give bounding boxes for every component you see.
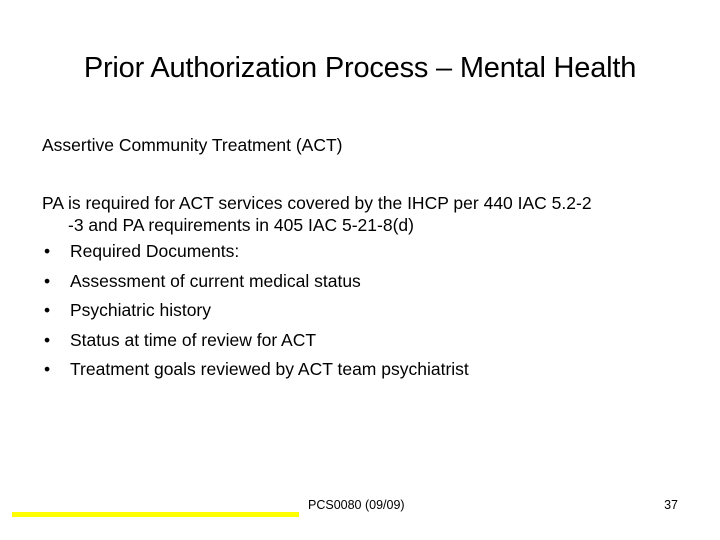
footer-code: PCS0080 (09/09): [308, 498, 405, 512]
list-item-text: Status at time of review for ACT: [70, 329, 317, 350]
list-item-text: Assessment of current medical status: [70, 270, 361, 291]
list-item: [42, 240, 469, 270]
list-item: [42, 299, 469, 329]
list-item: [42, 358, 469, 388]
page-number: 37: [664, 498, 678, 512]
list-item: [42, 270, 469, 300]
intro-line-2: -3 and PA requirements in 405 IAC 5-21-8(d): [68, 215, 414, 235]
footer-accent-bar: [12, 512, 299, 517]
intro-line-1: PA is required for ACT services covered by the IHCP per 440 IAC 5.2-2: [42, 193, 592, 213]
bullet-dot-icon: •: [44, 329, 51, 350]
list-item-text: Required Documents:: [70, 241, 240, 261]
bullet-dot-icon: •: [44, 270, 51, 291]
bullet-dot-icon: •: [44, 300, 51, 320]
slide-subtitle: Assertive Community Treatment (ACT): [42, 135, 343, 155]
list-item: [42, 329, 469, 359]
bullet-dot-icon: •: [44, 359, 51, 379]
bullet-dot-icon: •: [44, 241, 51, 261]
list-item-text: Psychiatric history: [70, 300, 212, 320]
slide-title: Prior Authorization Process – Mental Health: [83, 52, 637, 84]
intro-paragraph: [42, 192, 702, 236]
bullet-list: [42, 240, 469, 388]
list-item-text: Treatment goals reviewed by ACT team psychiatrist: [70, 359, 469, 379]
